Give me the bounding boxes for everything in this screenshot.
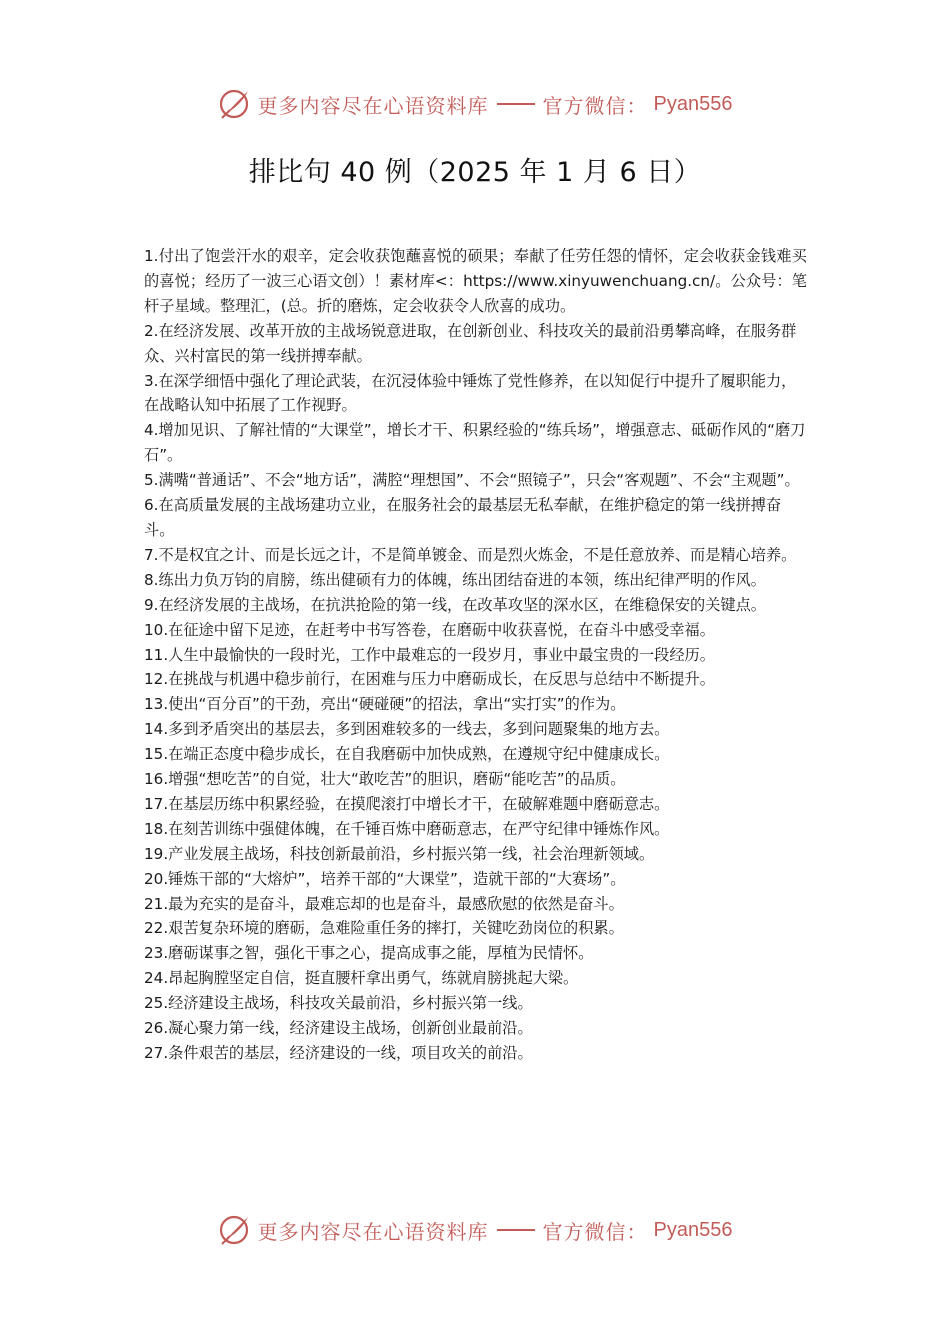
list-item: 23.磨砺谋事之智，强化干事之心，提高成事之能，厚植为民情怀。 xyxy=(144,944,594,963)
list-item: 21.最为充实的是奋斗，最难忘却的也是奋斗，最感欣慰的依然是奋斗。 xyxy=(144,894,624,913)
list-item: 15.在端正态度中稳步成长，在自我磨砺中加快成熟，在遵规守纪中健康成长。 xyxy=(144,745,670,764)
list-item: 16.增强“想吃苦”的自觉，壮大“敢吃苦”的胆识，磨砺“能吃苦”的品质。 xyxy=(144,770,626,789)
document-body xyxy=(144,244,807,1066)
banner-wechat-id: Pyan556 xyxy=(653,92,733,115)
header-banner xyxy=(0,84,950,124)
list-item: 22.艰苦复杂环境的磨砺，急难险重任务的摔打，关键吃劲岗位的积累。 xyxy=(144,919,624,938)
list-item: 3.在深学细悟中强化了理论武装，在沉浸体验中锤炼了党性修养，在以知促行中提升了履职能力，在战略认知中拓展了工作视野。 xyxy=(144,371,797,415)
banner-wechat-label: 官方微信： xyxy=(542,93,648,118)
list-item: 27.条件艰苦的基层，经济建设的一线，项目攻关的前沿。 xyxy=(144,1044,533,1062)
list-item: 5.满嘴“普通话”、不会“地方话”，满腔“理想国”、不会“照镜子”，只会“客观题”、不会“主观题”。 xyxy=(144,471,800,490)
list-item: 17.在基层历练中积累经验，在摸爬滚打中增长才干，在破解难题中磨砺意志。 xyxy=(144,794,670,813)
banner-slogan: 更多内容尽在心语资料库 xyxy=(257,93,489,118)
banner-wechat-label: 官方微信： xyxy=(542,1219,648,1244)
list-item: 8.练出力负万钧的肩膀，练出健硕有力的体魄，练出团结奋进的本领，练出纪律严明的作风。 xyxy=(144,570,766,589)
list-item: 18.在刻苦训练中强健体魄，在千锤百炼中磨砺意志，在严守纪律中锤炼作风。 xyxy=(144,819,670,838)
list-item: 7.不是权宜之计、而是长远之计，不是简单镀金、而是烈火炼金，不是任意放养、而是精心培养。 xyxy=(144,545,797,564)
list-item: 6.在高质量发展的主战场建功立业，在服务社会的最基层无私奉献，在维护稳定的第一线拼搏奋斗。 xyxy=(144,496,782,539)
banner-wechat-id: Pyan556 xyxy=(653,1218,733,1241)
list-item: 19.产业发展主战场，科技创新最前沿，乡村振兴第一线，社会治理新领域。 xyxy=(144,844,655,863)
list-item: 14.多到矛盾突出的基层去，多到困难较多的一线去，多到问题聚集的地方去。 xyxy=(144,720,670,739)
list-item: 25.经济建设主战场，科技攻关最前沿，乡村振兴第一线。 xyxy=(144,994,533,1013)
quill-logo-icon xyxy=(218,1213,252,1247)
list-item: 9.在经济发展的主战场，在抗洪抢险的第一线，在改革攻坚的深水区，在维稳保安的关键点。 xyxy=(144,595,766,614)
banner-dash xyxy=(497,103,535,105)
list-item: 20.锤炼干部的“大熔炉”，培养干部的“大课堂”，造就干部的“大赛场”。 xyxy=(144,869,626,888)
list-item: 4.增加见识、了解社情的“大课堂”，增长才干、积累经验的“练兵场”，增强意志、砥砺作风的“磨刀石”。 xyxy=(144,421,806,465)
list-item: 24.昂起胸膛坚定自信，挺直腰杆拿出勇气，练就肩膀挑起大梁。 xyxy=(144,969,579,988)
list-item: 11.人生中最愉快的一段时光，工作中最难忘的一段岁月，事业中最宝贵的一段经历。 xyxy=(144,645,715,664)
list-item: 12.在挑战与机遇中稳步前行，在困难与压力中磨砺成长，在反思与总结中不断提升。 xyxy=(144,670,715,689)
page-title: 排比句 40 例（2025 年 1 月 6 日） xyxy=(248,157,702,188)
list-item: 13.使出“百分百”的干劲，亮出“硬碰硬”的招法，拿出“实打实”的作为。 xyxy=(144,695,626,714)
list-item: 1.付出了饱尝汗水的艰辛，定会收获饱蘸喜悦的硕果；奉献了任劳任怨的情怀，定会收获金钱难买的喜悦；经历了一波三心语文创）！素材库<：https://www.xinyuwenchuang.cn/。公众号：笔杆子星域。整理汇，(总。折的磨炼，定会收获令人欣喜的成功。 xyxy=(144,247,807,315)
banner-dash xyxy=(497,1229,535,1231)
banner-slogan: 更多内容尽在心语资料库 xyxy=(257,1219,489,1244)
list-item: 10.在征途中留下足迹，在赶考中书写答卷，在磨砺中收获喜悦，在奋斗中感受幸福。 xyxy=(144,620,715,639)
list-item: 2.在经济发展、改革开放的主战场锐意进取，在创新创业、科技攻关的最前沿勇攀高峰，在服务群众、兴村富民的第一线拼搏奉献。 xyxy=(144,321,797,365)
quill-logo-icon xyxy=(218,87,252,121)
list-item: 26.凝心聚力第一线，经济建设主战场，创新创业最前沿。 xyxy=(144,1019,533,1038)
footer-banner xyxy=(0,1210,950,1250)
